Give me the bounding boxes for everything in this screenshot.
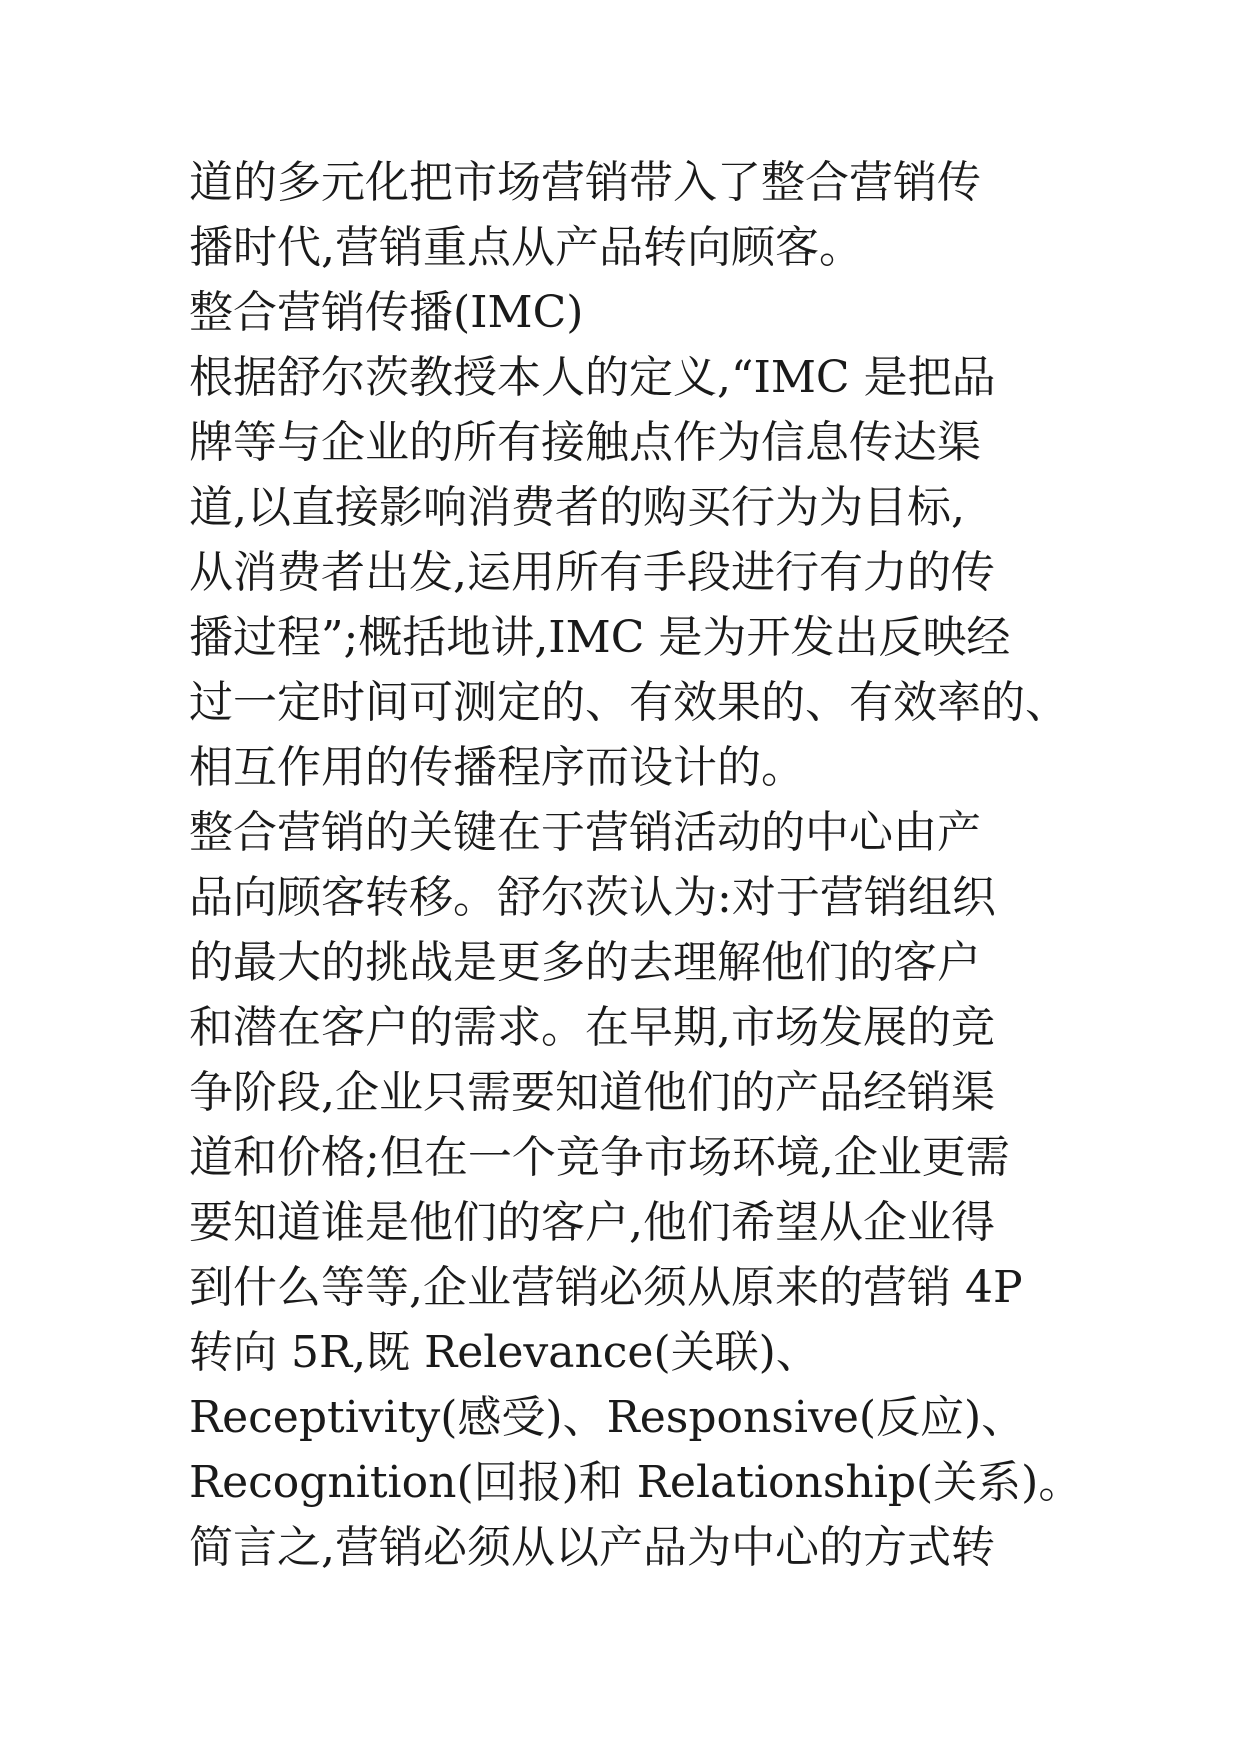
- text-line: 道和价格;但在一个竞争市场环境,企业更需: [189, 1132, 1010, 1183]
- text-line: 牌等与企业的所有接触点作为信息传达渠: [189, 417, 981, 468]
- text-line: Recognition(回报)和 Relationship(关系)。: [189, 1457, 1083, 1508]
- text-line: 的最大的挑战是更多的去理解他们的客户: [189, 937, 981, 988]
- text-line: 过一定时间可测定的、有效果的、有效率的、: [189, 677, 1069, 728]
- text-line: 简言之,营销必须从以产品为中心的方式转: [189, 1522, 995, 1573]
- text-line: 根据舒尔茨教授本人的定义,“IMC 是把品: [189, 352, 996, 403]
- text-line: 品向顾客转移。舒尔茨认为:对于营销组织: [189, 872, 996, 923]
- text-line: 从消费者出发,运用所有手段进行有力的传: [189, 547, 995, 598]
- text-line: 和潜在客户的需求。在早期,市场发展的竞: [189, 1002, 995, 1053]
- text-line: 转向 5R,既 Relevance(关联)、: [189, 1327, 820, 1378]
- body-text: [189, 150, 1229, 1580]
- text-line: Receptivity(感受)、Responsive(反应)、: [189, 1392, 1026, 1443]
- text-line: 整合营销的关键在于营销活动的中心由产: [189, 807, 981, 858]
- text-line: 要知道谁是他们的客户,他们希望从企业得: [189, 1197, 995, 1248]
- text-line: 相互作用的传播程序而设计的。: [189, 742, 805, 793]
- text-line: 道的多元化把市场营销带入了整合营销传: [189, 157, 981, 208]
- text-line: 道,以直接影响消费者的购买行为为目标,: [189, 482, 965, 533]
- text-line: 到什么等等,企业营销必须从原来的营销 4P: [189, 1262, 1023, 1313]
- text-line: 争阶段,企业只需要知道他们的产品经销渠: [189, 1067, 995, 1118]
- text-line: 播过程”;概括地讲,IMC 是为开发出反映经: [189, 612, 1011, 663]
- text-line: 播时代,营销重点从产品转向顾客。: [189, 222, 863, 273]
- section-heading: 整合营销传播(IMC): [189, 287, 584, 338]
